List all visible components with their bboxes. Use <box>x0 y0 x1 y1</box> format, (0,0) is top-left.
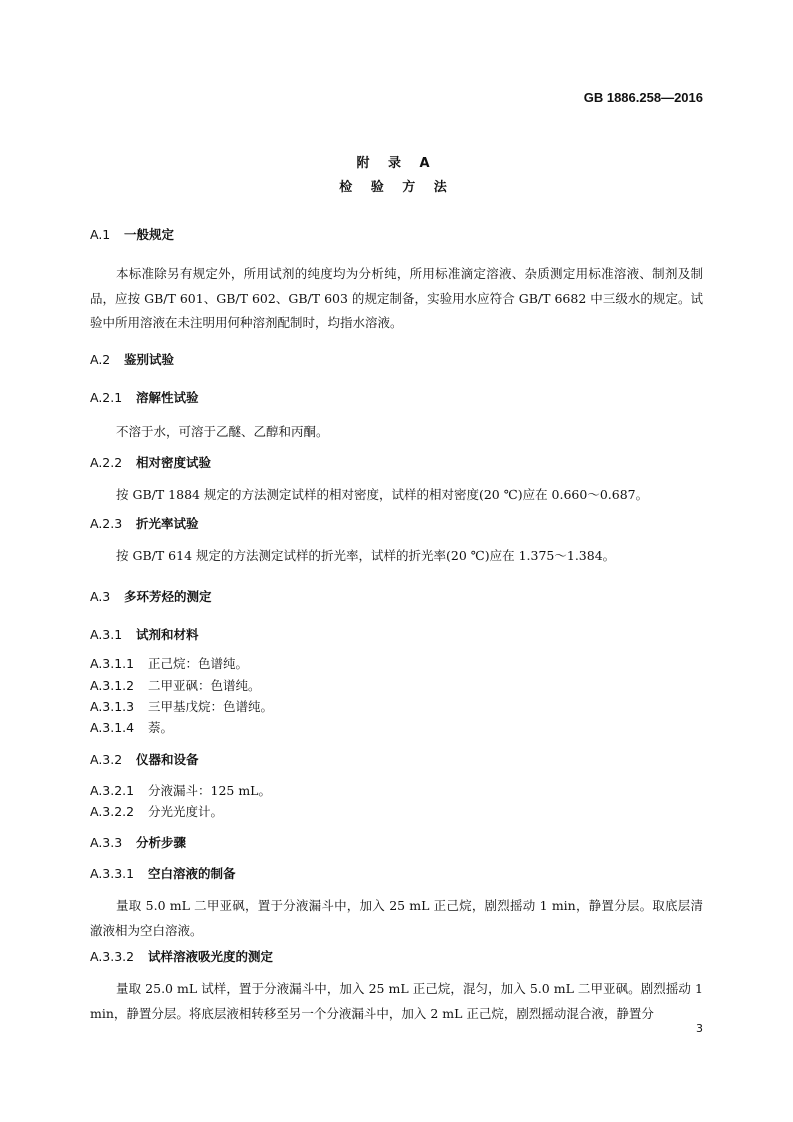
standard-code: GB 1886.258—2016 <box>583 90 703 105</box>
paragraph-general-rules: 本标准除另有规定外，所用试剂的纯度均为分析纯，所用标准滴定溶液、杂质测定用标准溶液、制剂及制品，应按 GB/T 601、GB/T 602、GB/T 603 的规定制备，实验用水应符合 GB/T 6682 中三级水的规定。试验中所用溶液在未注明用何种溶剂配制时，均指水溶液。 <box>90 266 703 330</box>
paragraph-blank-solution: 量取 5.0 mL 二甲亚砜，置于分液漏斗中，加入 25 mL 正己烷，剧烈摇动 1 min，静置分层。取底层清澈液相为空白溶液。 <box>90 898 703 938</box>
section-heading-a32 <box>90 752 199 768</box>
section-title: 仪器和设备 <box>136 752 199 767</box>
section-title: 分析步骤 <box>136 835 187 850</box>
section-title: 一般规定 <box>124 227 175 242</box>
section-title: 多环芳烃的测定 <box>124 589 212 604</box>
list-item <box>90 656 248 672</box>
section-title: 鉴别试验 <box>124 352 175 367</box>
item-text: 正己烷：色谱纯。 <box>148 656 249 671</box>
section-number: A.3 <box>90 589 111 604</box>
paragraph-relative-density: 按 GB/T 1884 规定的方法测定试样的相对密度，试样的相对密度(20 ℃)应在 0.660～0.687。 <box>116 487 649 502</box>
item-text: 分液漏斗：125 mL。 <box>148 783 271 798</box>
section-heading-a2 <box>90 352 174 368</box>
section-number: A.2 <box>90 352 111 367</box>
list-item <box>90 804 223 820</box>
annex-title: 附 录 A <box>356 156 437 171</box>
section-number: A.3.3.1 <box>90 866 135 881</box>
page-number: 3 <box>696 1022 703 1035</box>
item-number: A.3.2.1 <box>90 783 135 798</box>
list-item <box>90 720 173 736</box>
item-text: 三甲基戊烷：色谱纯。 <box>148 699 274 714</box>
section-heading-a31 <box>90 627 199 643</box>
section-heading-a33 <box>90 835 186 851</box>
section-number: A.3.2 <box>90 752 123 767</box>
section-heading-a21 <box>90 390 199 406</box>
section-number: A.3.3.2 <box>90 949 135 964</box>
item-number: A.3.1.2 <box>90 678 135 693</box>
item-text: 分光光度计。 <box>148 804 224 819</box>
paragraph-sample-absorbance: 量取 25.0 mL 试样，置于分液漏斗中，加入 25 mL 正己烷，混匀，加入 5.0 mL 二甲亚砜。剧烈摇动 1 min，静置分层。将底层液相转移至另一个分液漏斗中，加入 2 mL 正己烷，剧烈摇动混合液，静置分 <box>90 981 703 1021</box>
section-number: A.2.1 <box>90 390 123 405</box>
section-title: 试剂和材料 <box>136 627 199 642</box>
section-heading-a3 <box>90 589 212 605</box>
section-number: A.3.1 <box>90 627 123 642</box>
item-number: A.3.1.4 <box>90 720 135 735</box>
paragraph-refractive-index: 按 GB/T 614 规定的方法测定试样的折光率，试样的折光率(20 ℃)应在 1.375～1.384。 <box>116 548 616 563</box>
section-heading-a22 <box>90 455 211 471</box>
section-title: 溶解性试验 <box>136 390 199 405</box>
section-heading-a331 <box>90 866 236 882</box>
list-item <box>90 783 271 799</box>
section-title: 空白溶液的制备 <box>148 866 236 881</box>
section-number: A.1 <box>90 227 111 242</box>
item-number: A.3.1.1 <box>90 656 135 671</box>
section-title: 试样溶液吸光度的测定 <box>148 949 274 964</box>
section-number: A.2.3 <box>90 516 123 531</box>
section-title: 折光率试验 <box>136 516 199 531</box>
item-text: 萘。 <box>148 720 174 735</box>
item-text: 二甲亚砜：色谱纯。 <box>148 678 261 693</box>
item-number: A.3.2.2 <box>90 804 135 819</box>
paragraph-solubility: 不溶于水，可溶于乙醚、乙醇和丙酮。 <box>116 424 329 439</box>
list-item <box>90 699 273 715</box>
section-heading-a1 <box>90 227 174 243</box>
item-number: A.3.1.3 <box>90 699 135 714</box>
section-title: 相对密度试验 <box>136 455 212 470</box>
section-number: A.3.3 <box>90 835 123 850</box>
section-heading-a332 <box>90 949 273 965</box>
section-heading-a23 <box>90 516 199 532</box>
section-number: A.2.2 <box>90 455 123 470</box>
annex-subtitle: 检 验 方 法 <box>339 180 454 195</box>
list-item <box>90 678 261 694</box>
